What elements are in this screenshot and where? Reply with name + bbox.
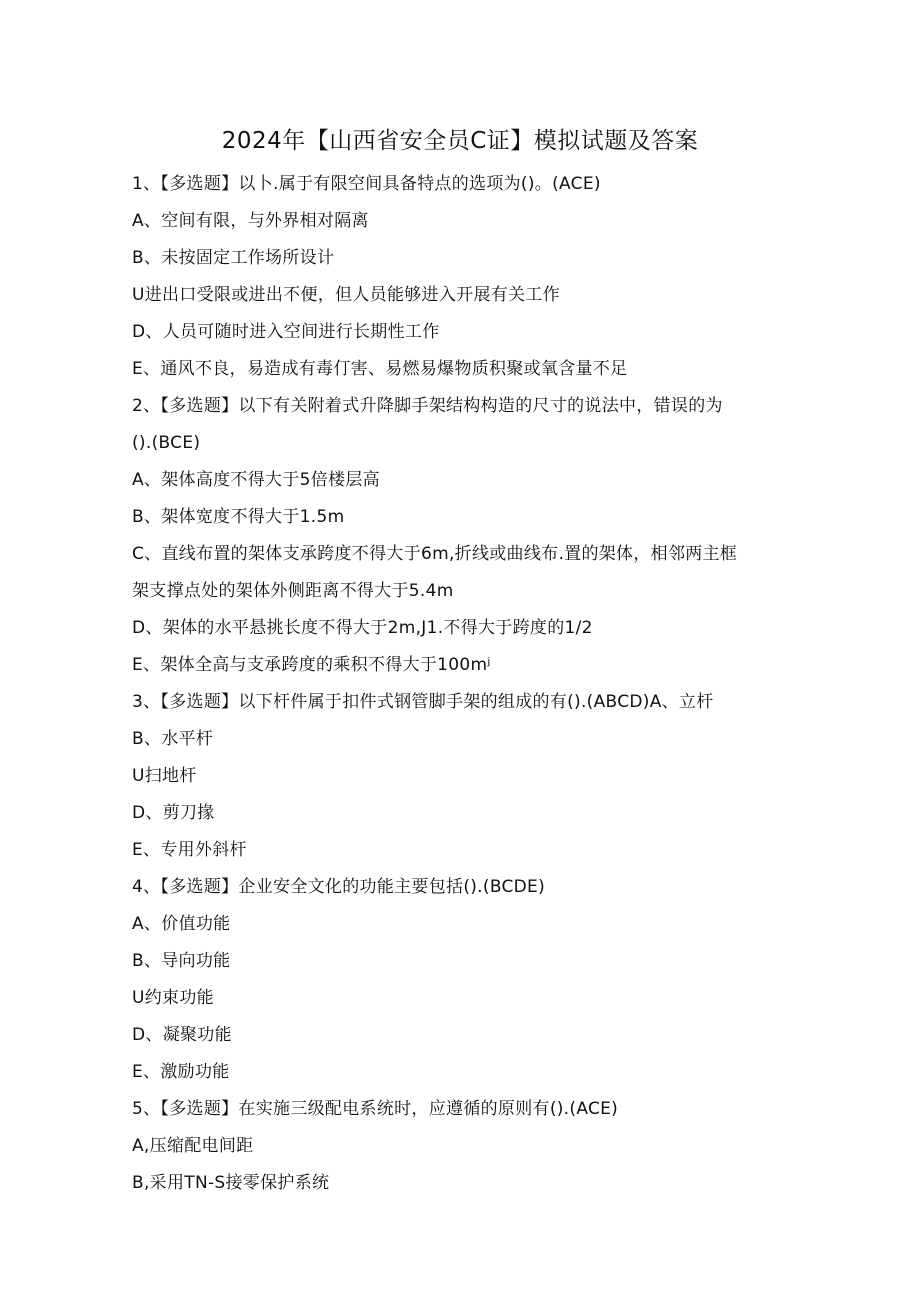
option-2c: C、直线布置的架体支承跨度不得大于6m,折线或曲线布.置的架体，相邻两主框 <box>132 544 738 564</box>
page-title: 2024年【山西省安全员C证】模拟试题及答案 <box>221 128 699 154</box>
option-3b: B、水平杆 <box>132 729 214 749</box>
option-2b: B、架体宽度不得大于1.5m <box>132 507 345 527</box>
option-4c: U约束功能 <box>132 988 214 1008</box>
option-2e: E、架体全高与支承跨度的乘积不得大于100mʲ <box>132 655 491 675</box>
option-4a: A、价值功能 <box>132 914 231 934</box>
question-2-cont: ().(BCE) <box>132 433 201 453</box>
option-2c-cont: 架支撑点处的架体外侧距离不得大于5.4m <box>132 581 454 601</box>
option-3d: D、剪刀掾 <box>132 803 215 823</box>
option-3e: E、专用外斜杆 <box>132 840 247 860</box>
question-5: 5、【多选题】在实施三级配电系统时，应遵循的原则有().(ACE) <box>132 1099 619 1119</box>
option-4e: E、激励功能 <box>132 1062 230 1082</box>
option-1d: D、人员可随时进入空间进行长期性工作 <box>132 322 440 342</box>
option-2d: D、架体的水平悬挑长度不得大于2m,J1.不得大于跨度的1/2 <box>132 618 593 638</box>
option-4b: B、导向功能 <box>132 951 231 971</box>
option-1a: A、空间有限，与外界相对隔离 <box>132 211 369 231</box>
option-2a: A、架体高度不得大于5倍楼层高 <box>132 470 380 490</box>
option-1c: U进出口受限或进出不便，但人员能够进入开展有关工作 <box>132 285 560 305</box>
question-1: 1、【多选题】以卜.属于有限空间具备特点的选项为()。(ACE) <box>132 174 601 194</box>
question-3: 3、【多选题】以下杆件属于扣件式钢管脚手架的组成的有().(ABCD)A、立杆 <box>132 692 714 712</box>
option-1b: B、未按固定工作场所设计 <box>132 248 335 268</box>
question-4: 4、【多选题】企业安全文化的功能主要包括().(BCDE) <box>132 877 546 897</box>
option-4d: D、凝聚功能 <box>132 1025 232 1045</box>
option-3c: U扫地杆 <box>132 766 197 786</box>
option-5b: B,采用TN-S接零保护系统 <box>132 1173 330 1193</box>
option-5a: A,压缩配电间距 <box>132 1136 254 1156</box>
option-1e: E、通风不良，易造成有毒仃害、易燃易爆物质积聚或氧含量不足 <box>132 359 628 379</box>
question-2: 2、【多选题】以下有关附着式升降脚手架结构构造的尺寸的说法中，错误的为 <box>132 396 723 416</box>
